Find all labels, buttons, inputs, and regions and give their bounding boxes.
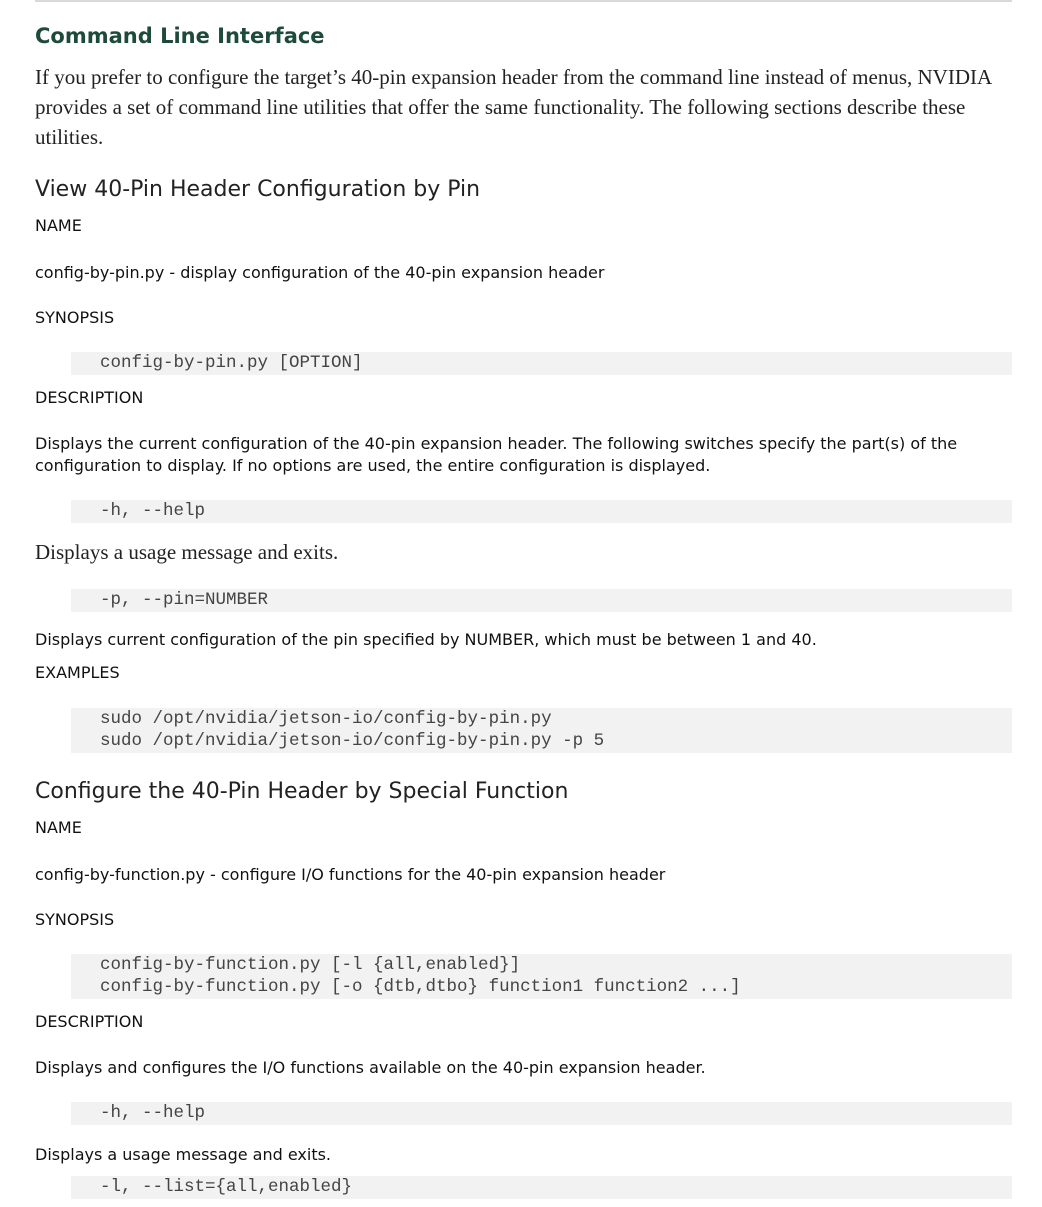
description-text-2: Displays and configures the I/O functions available on the 40-pin expansion header. [35, 1058, 706, 1077]
description-label: DESCRIPTION [35, 388, 144, 407]
examples-label: EXAMPLES [35, 663, 120, 682]
option-help-code: -h, --help [100, 501, 206, 521]
section-title-config-by-function: Configure the 40-Pin Header by Special Function [35, 779, 569, 804]
intro-paragraph: If you prefer to configure the target’s 40-pin expansion header from the command line instead of menus, NVIDIA provides a set of command line utilities that offer the same functionality. The following sections describe these utilities. [35, 65, 991, 149]
examples-code: sudo /opt/nvidia/jetson-io/config-by-pin.py sudo /opt/nvidia/jetson-io/config-by-pin.py -p 5 [100, 709, 605, 751]
option-pin-code: -p, --pin=NUMBER [100, 590, 269, 610]
examples-code-block [71, 708, 1012, 753]
name-text: config-by-pin.py - display configuration of the 40-pin expansion header [35, 263, 605, 282]
section-heading-cli: Command Line Interface [35, 24, 325, 48]
synopsis-code: config-by-pin.py [OPTION] [100, 353, 363, 373]
name-text-2: config-by-function.py - configure I/O functions for the 40-pin expansion header [35, 865, 666, 884]
option-pin-code-block [71, 589, 1012, 612]
option-help-code-block-2 [71, 1102, 1012, 1125]
option-help-code-2: -h, --help [100, 1103, 206, 1123]
top-divider [35, 0, 1012, 2]
option-list-code: -l, --list={all,enabled} [100, 1177, 353, 1197]
synopsis-code-2: config-by-function.py [-l {all,enabled}] config-by-function.py [-o {dtb,dtbo} function1 function2 ...] [100, 955, 741, 997]
name-label-2: NAME [35, 818, 82, 837]
synopsis-code-block-2 [71, 954, 1012, 999]
option-list-code-block [71, 1176, 1012, 1199]
description-text: Displays the current configuration of the 40-pin expansion header. The following switches specify the part(s) of the configuration to display. If no options are used, the entire configuration is displayed. [35, 434, 958, 475]
option-help-code-block [71, 500, 1012, 523]
description-label-2: DESCRIPTION [35, 1012, 144, 1031]
option-help-description-2: Displays a usage message and exits. [35, 1145, 332, 1164]
option-help-description: Displays a usage message and exits. [35, 540, 339, 564]
synopsis-code-block [71, 352, 1012, 375]
name-label: NAME [35, 216, 82, 235]
synopsis-label-2: SYNOPSIS [35, 910, 115, 929]
option-pin-description: Displays current configuration of the pin specified by NUMBER, which must be between 1 and 40. [35, 630, 817, 649]
section-title-config-by-pin: View 40-Pin Header Configuration by Pin [35, 177, 481, 202]
synopsis-label: SYNOPSIS [35, 308, 115, 327]
